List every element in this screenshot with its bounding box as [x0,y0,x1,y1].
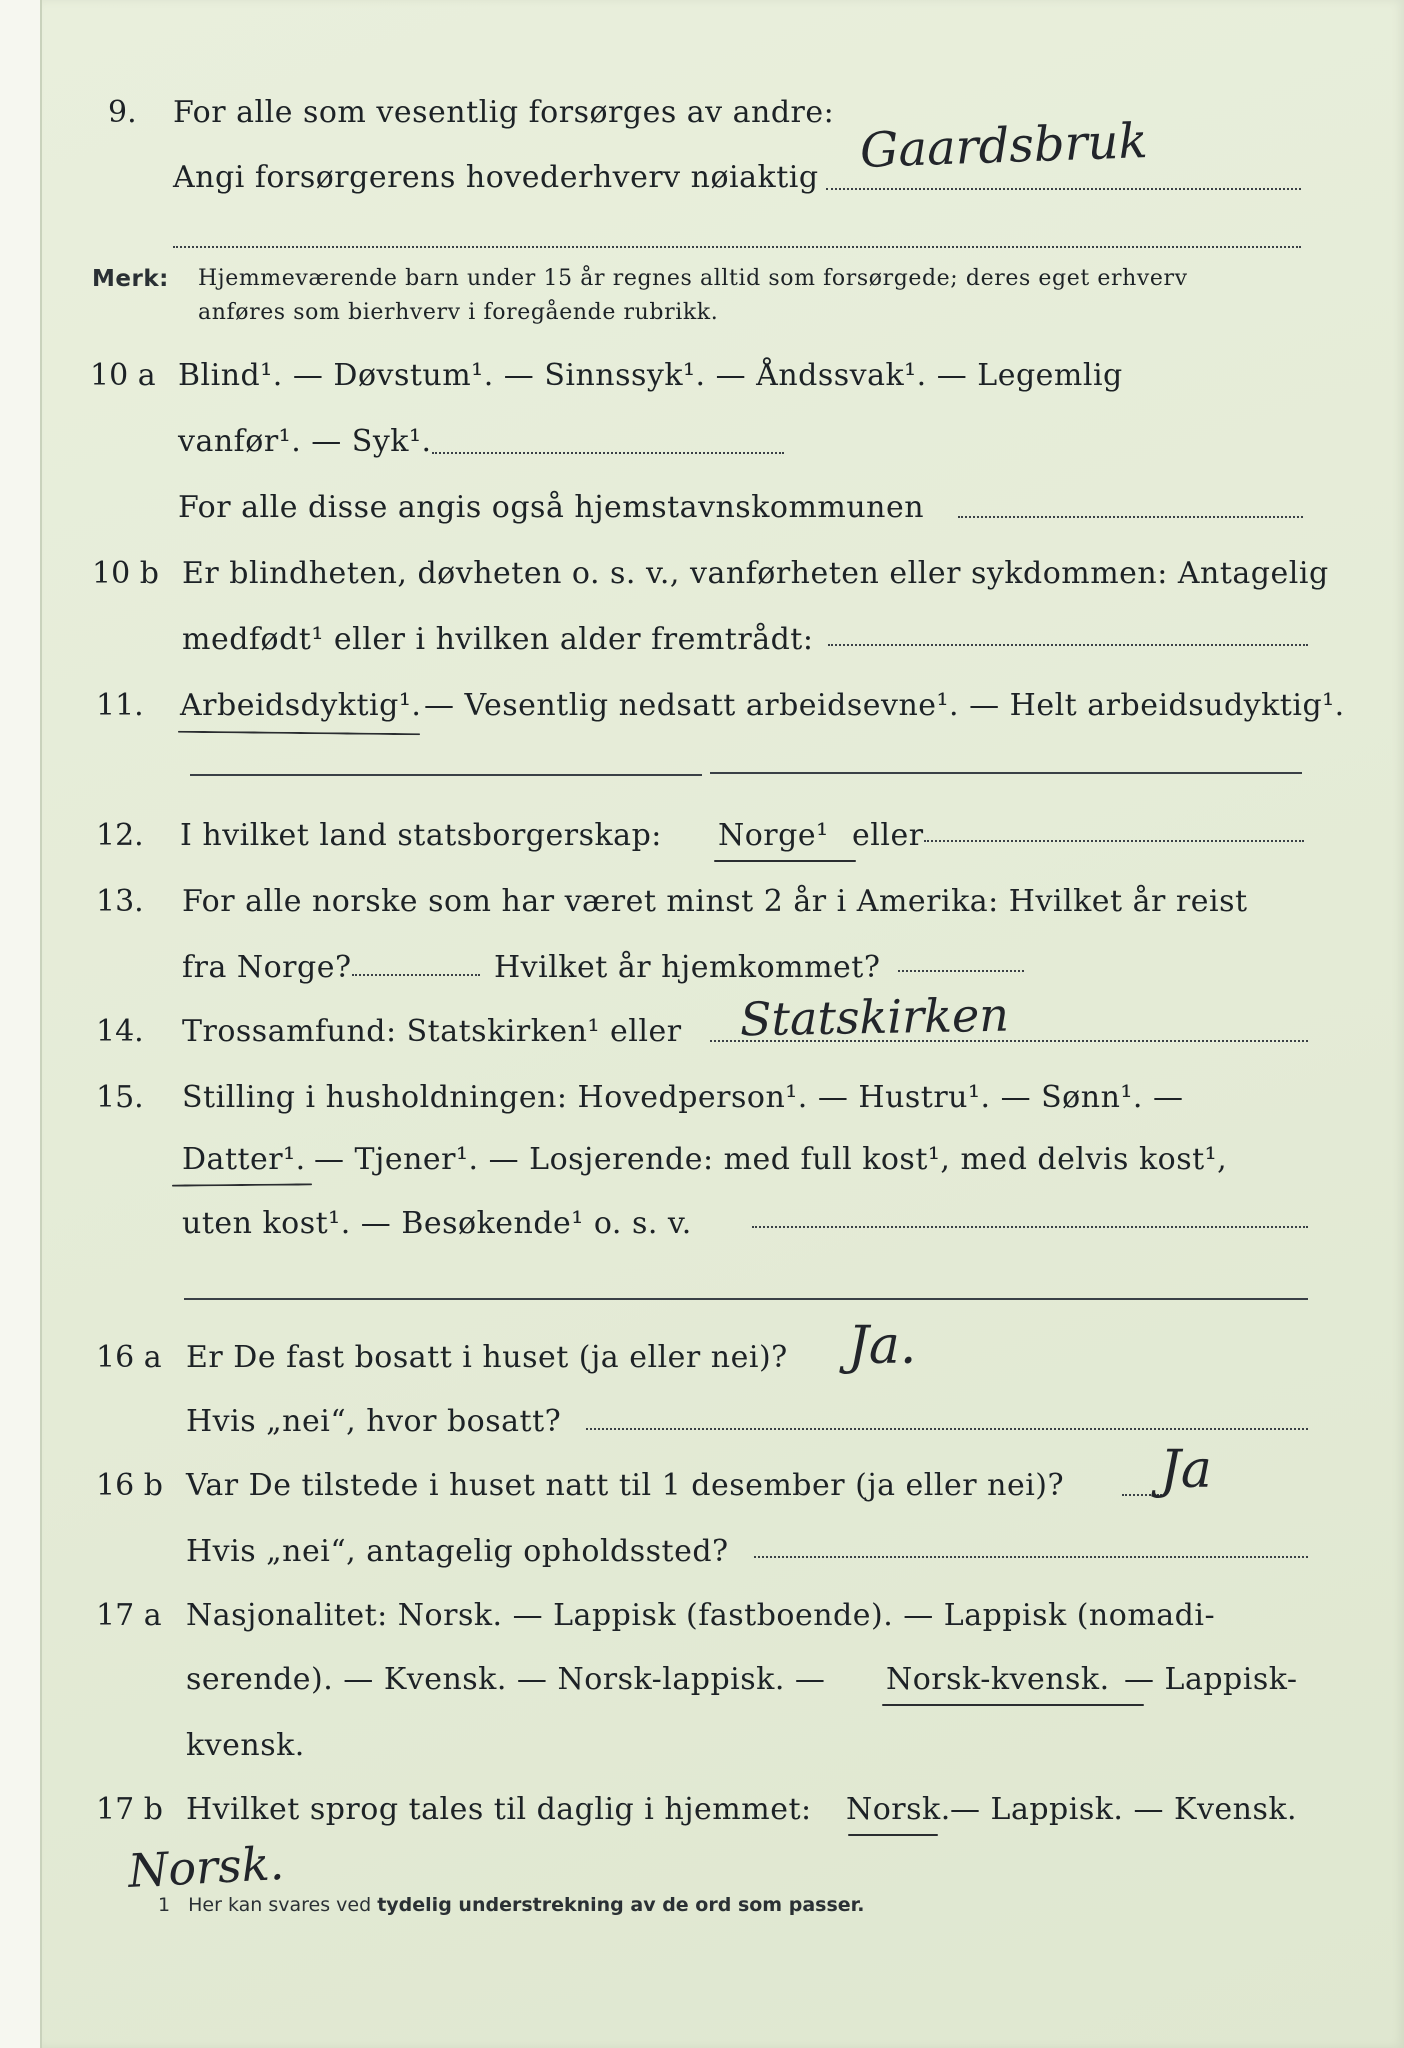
footnote-mark: 1 [158,1894,171,1916]
q14-handwritten-answer: Statskirken [739,987,1010,1047]
q12-underline-mark [714,860,856,862]
q16b-line2: Hvis „nei“, antagelig opholdssted? [186,1534,729,1569]
q9-number: 9. [108,95,137,130]
q12-number: 12. [96,818,144,853]
q13-reist-line [352,974,480,976]
q16b-line1: Var De tilstede i huset natt til 1 desember (ja eller nei)? [186,1468,1065,1503]
q17b-handwritten-answer: Norsk. [126,1835,286,1899]
q17b-underline-mark [848,1834,938,1836]
q10b-line1: Er blindheten, døvheten o. s. v., vanførheten eller sykdommen: Antagelig [182,556,1329,591]
q16b-handwritten-answer: Ja [1160,1440,1212,1500]
q10b-number: 10 b [92,556,159,591]
footnote [158,1894,865,1916]
q17a-line3: kvensk. [186,1728,305,1763]
scan-margin [0,0,40,2048]
q10a-line1: Blind¹. — Døvstum¹. — Sinnssyk¹. — Åndssvak¹. — Legemlig [178,358,1123,393]
q17b-number: 17 b [96,1792,163,1827]
q12-answer-line [924,840,1304,842]
q17b-question: Hvilket sprog tales til daglig i hjemmet: [186,1792,812,1827]
q13-line1: For alle norske som har været minst 2 år i Amerika: Hvilket år reist [182,884,1248,919]
q16b-opholdssted-line [754,1556,1308,1558]
q15-line2: — Tjener¹. — Losjerende: med full kost¹, med delvis kost¹, [314,1142,1228,1177]
q13-reist-label: fra Norge? [182,950,352,985]
q9-line1: For alle som vesentlig forsørges av andre: [173,95,835,130]
merk-line2: anføres som bierhverv i foregående rubrikk. [198,300,719,325]
q16b-number: 16 b [96,1468,163,1503]
q10b-line2: medfødt¹ eller i hvilken alder fremtrådt: [182,622,814,657]
q11-option-arbeidsdyktig: Arbeidsdyktig¹. [180,688,422,723]
q17a-underline-mark [882,1704,1144,1706]
q11-rest: — Vesentlig nedsatt arbeidsevne¹. — Helt arbeidsudyktig¹. [424,688,1345,723]
q10a-number: 10 a [90,358,156,393]
q13-number: 13. [96,884,144,919]
q17a-line2-end: — Lappisk- [1124,1662,1298,1697]
q16b-answer-line [1122,1494,1162,1496]
q9-handwritten-answer: Gaardsbruk [859,112,1149,180]
q15-line1: Stilling i husholdningen: Hovedperson¹. — Hustru¹. — Sønn¹. — [182,1080,1184,1115]
q10b-answer-line [828,644,1308,646]
q17b-line1-end: — Lappisk. — Kvensk. [950,1792,1298,1827]
q16a-bosatt-line [586,1428,1308,1430]
q11-number: 11. [96,688,144,723]
q13-hjemkommet-label: Hvilket år hjemkommet? [494,950,881,985]
q15-extra-line [184,1298,1308,1300]
footnote-bold-text: tydelig understrekning av de ord som passer. [377,1894,865,1916]
q13-hjemkommet-line [898,970,1024,972]
q16a-number: 16 a [96,1340,162,1375]
q14-text: Trossamfund: Statskirken¹ eller [182,1014,682,1049]
q15-answer-line [752,1226,1308,1228]
q10a-line3: For alle disse angis også hjemstavnskommunen [178,490,925,525]
q15-line3: uten kost¹. — Besøkende¹ o. s. v. [182,1206,692,1241]
merk-label: Merk: [92,266,169,292]
q11-line-right [710,772,1302,774]
q14-number: 14. [96,1014,144,1049]
q17a-option-norsk-kvensk: Norsk-kvensk. [886,1662,1110,1697]
q12-option-norge: Norge¹ [718,818,829,853]
q9-answer-line [826,188,1301,190]
q10a-kommune-line [958,516,1303,518]
q17a-number: 17 a [96,1598,162,1633]
q15-number: 15. [96,1080,144,1115]
q17a-line1: Nasjonalitet: Norsk. — Lappisk (fastboende). — Lappisk (nomadi- [186,1598,1216,1633]
q15-option-datter: Datter¹. [182,1142,306,1177]
merk-line1: Hjemmeværende barn under 15 år regnes alltid som forsørgede; deres eget erhverv [198,266,1188,291]
q12-eller: eller [852,818,924,853]
q12-question: I hvilket land statsborgerskap: [180,818,662,853]
q16a-handwritten-answer: Ja. [848,1316,917,1376]
q16a-line1: Er De fast bosatt i huset (ja eller nei)? [186,1340,788,1375]
q16a-line2: Hvis „nei“, hvor bosatt? [186,1404,562,1439]
q10a-line2: vanfør¹. — Syk¹. [178,424,432,459]
q17a-line2: serende). — Kvensk. — Norsk-lappisk. — [186,1662,826,1697]
q10a-syk-line [432,452,784,454]
q17b-option-norsk: Norsk. [846,1792,951,1827]
q9-extra-line [173,246,1301,248]
q11-line-left [190,774,702,776]
q9-line2: Angi forsørgerens hovederhverv nøiaktig [173,160,819,195]
footnote-text: Her kan svares ved [188,1894,372,1916]
